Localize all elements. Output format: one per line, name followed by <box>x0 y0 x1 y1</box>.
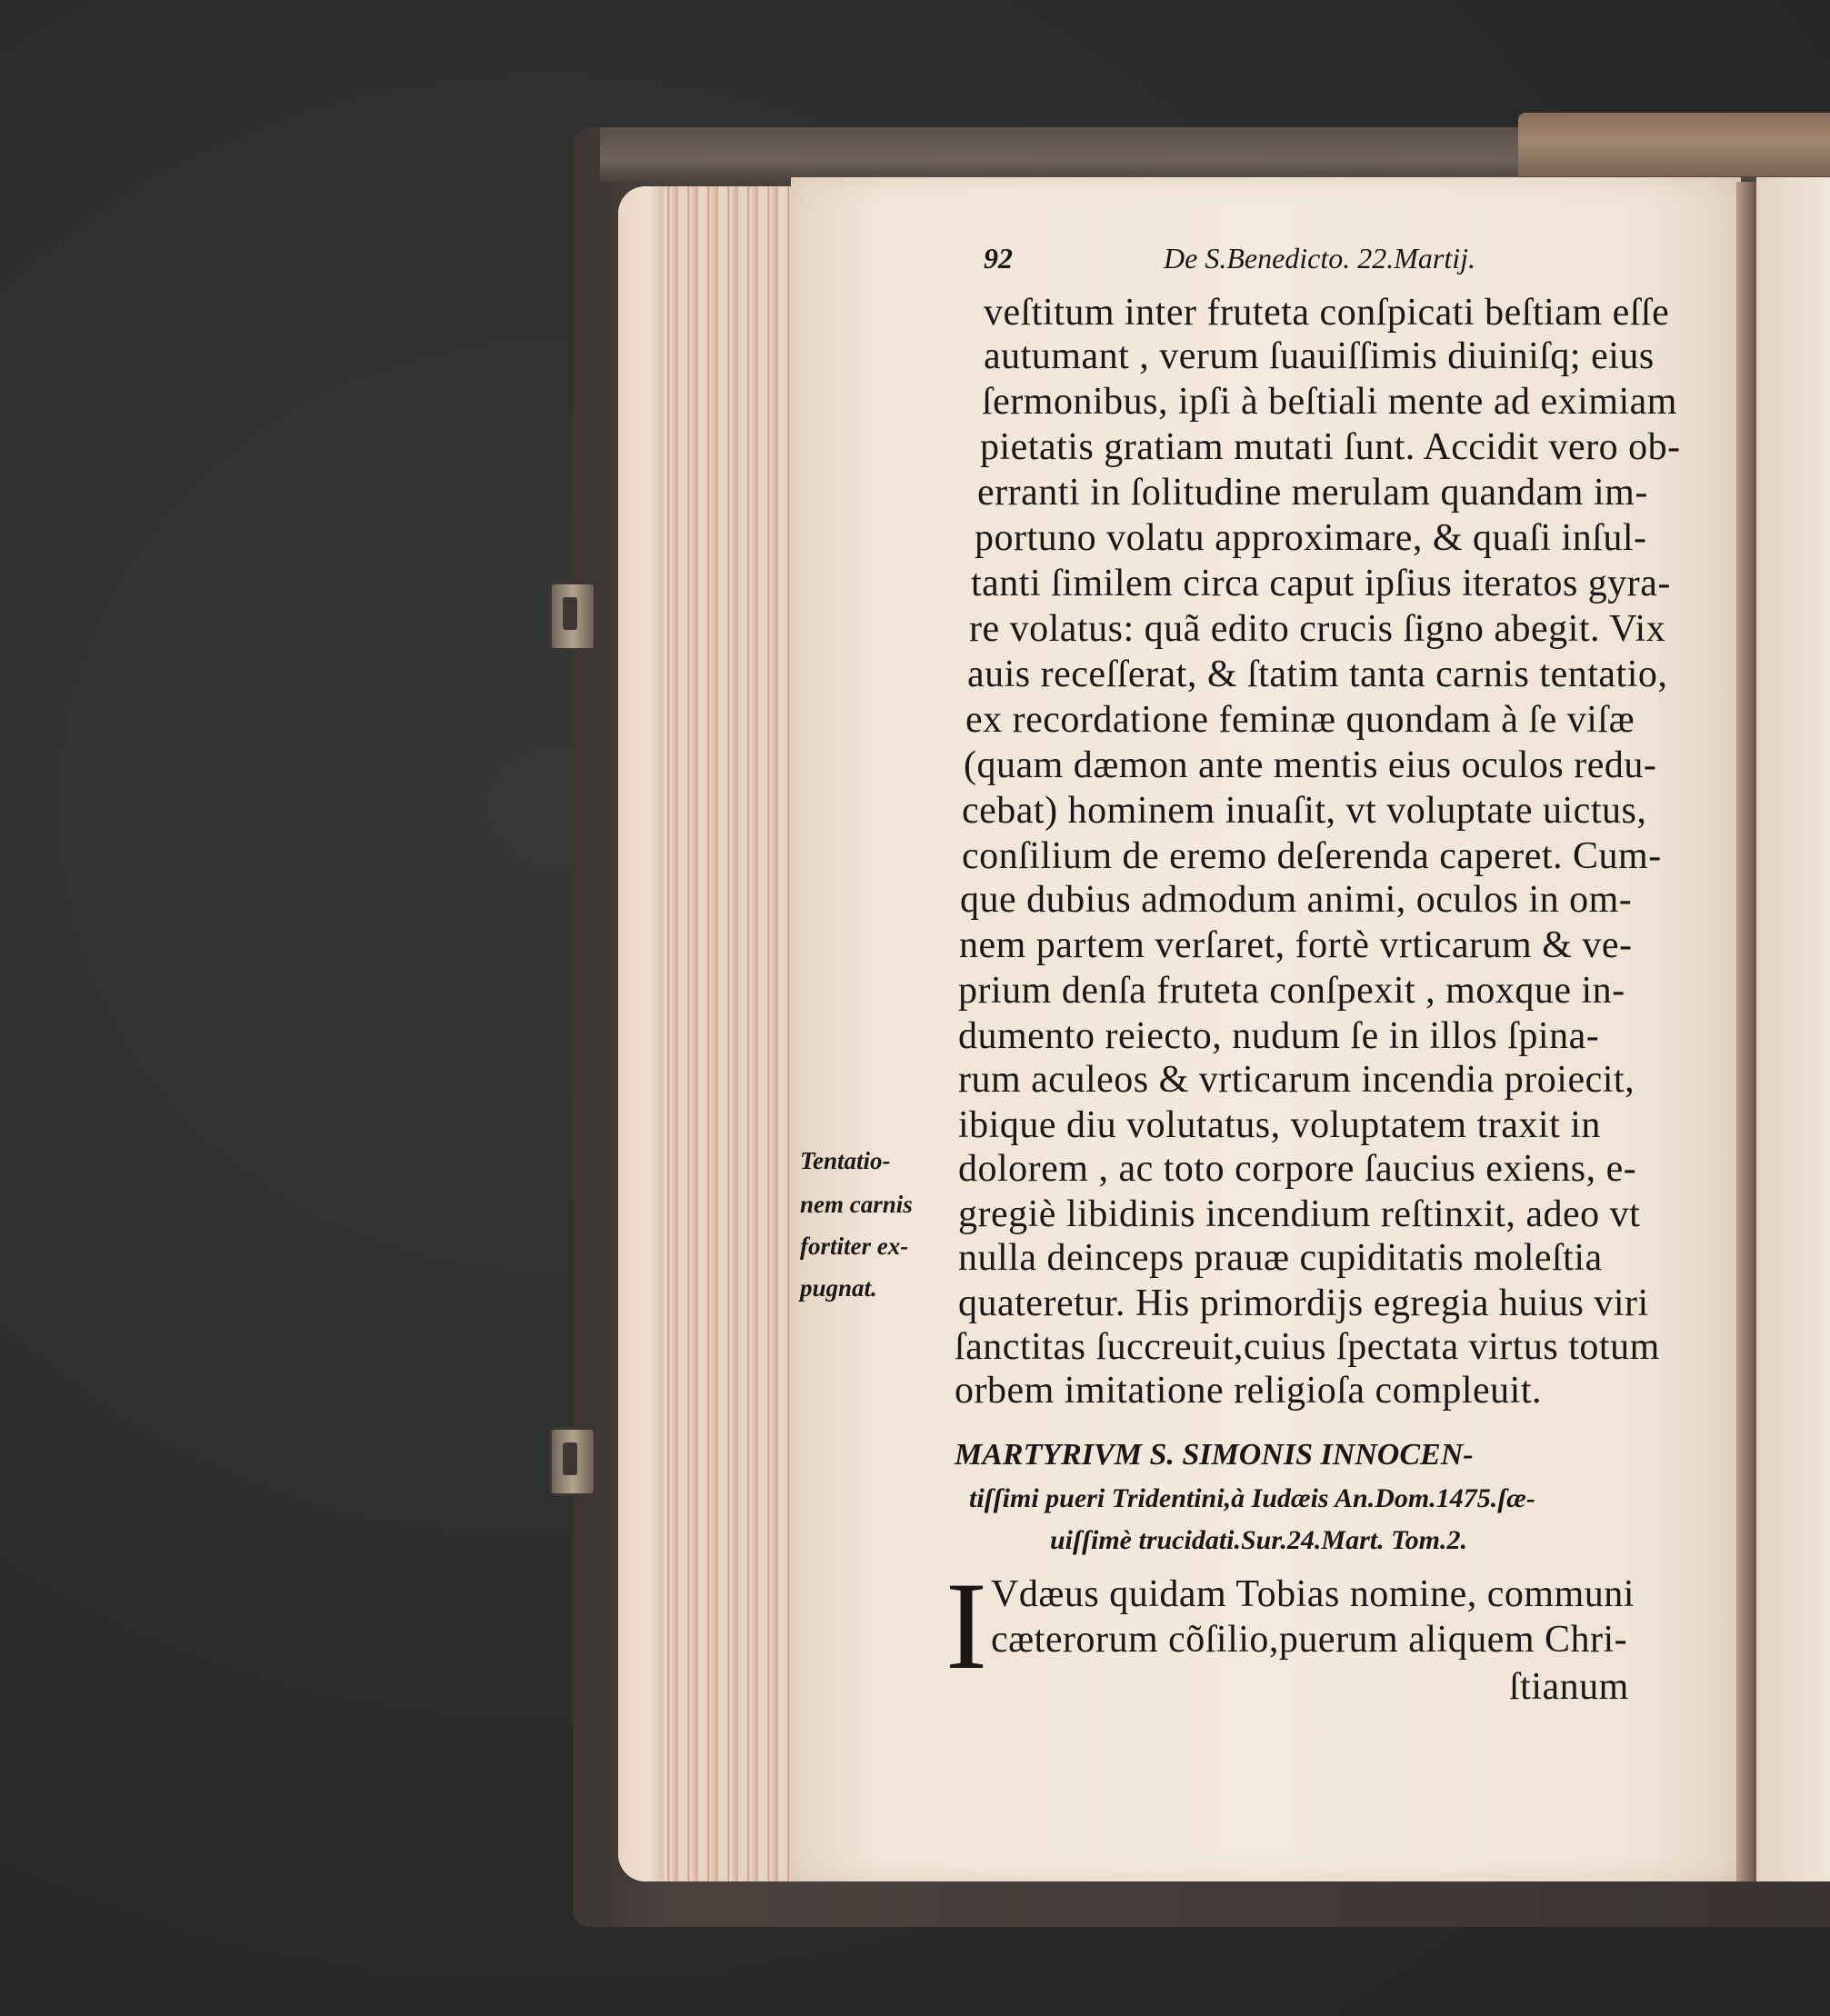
body-line: ex recordatione feminæ quondam à ſe viſæ <box>965 699 1635 741</box>
body-line: quateretur. His primordijs egregia huius viri <box>958 1282 1649 1324</box>
body-line: ſanctitas ſuccreuit,cuius ſpectata virtus totum <box>955 1326 1660 1368</box>
running-title: De S.Benedicto. 22.Martij. <box>1164 242 1476 274</box>
body-line: que dubius admodum animi, oculos in om- <box>960 879 1633 921</box>
body-line: autumant , verum ſuauiſſimis diuiniſq; eius <box>984 335 1655 377</box>
catchword: ſtianum <box>1509 1666 1629 1708</box>
body-line: orbem imitatione religioſa compleuit. <box>955 1370 1542 1412</box>
body-line: re volatus: quã edito crucis ſigno abegit. Vix <box>969 608 1666 650</box>
section-heading-line: uiſſimè trucidati.Sur.24.Mart. Tom.2. <box>1050 1525 1467 1555</box>
body-line: ſermonibus, ipſi à beſtiali mente ad eximiam <box>982 381 1677 423</box>
body-line: ibique diu volutatus, voluptatem traxit in <box>958 1104 1601 1146</box>
lower-clasp-icon <box>549 1427 596 1496</box>
drop-cap: I <box>945 1556 987 1695</box>
body-line: (quam dæmon ante mentis eius oculos redu- <box>964 744 1657 786</box>
body-line: tanti ſimilem circa caput ipſius iteratos gyra- <box>971 563 1671 604</box>
body-line: nulla deinceps prauæ cupiditatis moleſtia <box>958 1237 1603 1279</box>
right-page-edge <box>1756 177 1830 1881</box>
body-line: pietatis gratiam mutati ſunt. Accidit vero ob- <box>980 426 1681 468</box>
margin-note-line: Tentatio- <box>800 1147 891 1174</box>
page-number: 92 <box>984 242 1013 274</box>
margin-note-line: nem carnis <box>800 1191 913 1218</box>
margin-note-line: fortiter ex- <box>800 1233 909 1260</box>
body-line: portuno volatu approximare, & quaſi inſul- <box>975 517 1647 559</box>
body-line: erranti in ſolitudine merulam quandam im- <box>977 472 1648 514</box>
book-spine-fragment <box>1518 113 1830 176</box>
book-gutter <box>1736 182 1756 1881</box>
body-line: prium denſa fruteta conſpexit , moxque in- <box>958 970 1625 1012</box>
body-line: Vdæus quidam Tobias nomine, communi <box>991 1573 1635 1615</box>
body-line: gregiè libidinis incendium reſtinxit, adeo vt <box>958 1193 1641 1235</box>
body-line: nem partem verſaret, fortè vrticarum & ve- <box>959 924 1633 966</box>
section-heading-line: tiſſimi pueri Tridentini,à Iudæis An.Dom.1475.ſæ- <box>969 1483 1535 1513</box>
body-line: cebat) hominem inuaſit, vt voluptate uictus, <box>962 790 1647 832</box>
margin-note-line: pugnat. <box>800 1274 877 1302</box>
body-line: dolorem , ac toto corpore ſaucius exiens, e- <box>958 1148 1637 1190</box>
body-line: conſilium de eremo deſerenda caperet. Cum- <box>962 835 1662 877</box>
body-line: veſtitum inter fruteta conſpicati beſtiam eſſe <box>984 292 1670 334</box>
body-line: auis receſſerat, & ſtatim tanta carnis tentatio, <box>967 654 1668 695</box>
body-line: rum aculeos & vrticarum incendia proiecit, <box>958 1059 1635 1101</box>
body-line: cæterorum cõſilio,puerum aliquem Chri- <box>991 1619 1628 1661</box>
upper-clasp-icon <box>549 582 596 651</box>
page-stack-fore-edge <box>618 186 664 1881</box>
body-line: dumento reiecto, nudum ſe in illos ſpina- <box>958 1015 1600 1057</box>
section-heading-line: MARTYRIVM S. SIMONIS INNOCEN- <box>955 1438 1474 1472</box>
